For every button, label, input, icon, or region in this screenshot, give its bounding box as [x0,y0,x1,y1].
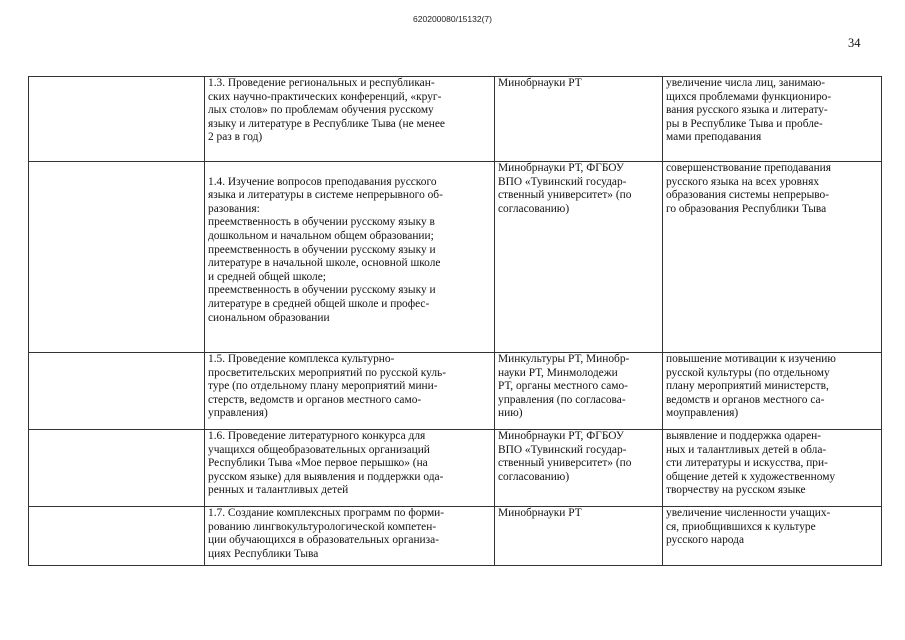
empty-cell [29,162,205,353]
result-cell: выявление и поддержка одарен- ных и талантливых детей в обла- сти литературы и искусства, при- общение детей к художественному творчеству на русском языке [663,430,882,507]
result-cell: совершенствование преподавания русского языка на всех уровнях образования системы непрерыво- го образования Республики Тыва [663,162,882,353]
activity-cell: 1.4. Изучение вопросов преподавания русского языка и литературы в системе непрерывного об- разования: преемственность в обучении русскому языку в дошкольном и начальном общем образовании; преемственность в обучении русскому языку и литературе в начальной школе, основной школе и средней общей школе; преемственность в обучении русскому языку и литературе в средней общей школе и профес- сиональном образовании [205,162,495,353]
executor-cell: Минобрнауки РТ [495,507,663,566]
result-cell: повышение мотивации к изучению русской культуры (по отдельному плану мероприятий министерств, ведомств и органов местного са- моуправления) [663,353,882,430]
empty-cell [29,507,205,566]
empty-cell [29,353,205,430]
table-row [29,77,882,162]
result-cell: увеличение численности учащих- ся, приобщившихся к культуре русского народа [663,507,882,566]
empty-cell [29,430,205,507]
activity-cell: 1.7. Создание комплексных программ по форми- рованию лингвокультурологической компетен- ции обучающихся в образовательных организа- циях Республики Тыва [205,507,495,566]
executor-cell: Минобрнауки РТ, ФГБОУ ВПО «Тувинский государ- ственный университет» (по согласованию) [495,430,663,507]
table-row [29,430,882,507]
table-row [29,162,882,353]
document-id: 620200080/15132(7) [413,14,492,24]
page-number: 34 [848,36,861,50]
activity-cell: 1.5. Проведение комплекса культурно- просветительских мероприятий по русской куль- туре (по отдельному плану мероприятий мини- стерств, ведомств и органов местного само- управления) [205,353,495,430]
executor-cell: Минкультуры РТ, Минобр- науки РТ, Минмолодежи РТ, органы местного само- управления (по согласова- нию) [495,353,663,430]
activity-cell: 1.3. Проведение региональных и республикан- ских научно-практических конференций, «круг- лых столов» по проблемам обучения русскому языку и литературе в Республике Тыва (не менее 2 раз в год) [205,77,495,162]
executor-cell: Минобрнауки РТ, ФГБОУ ВПО «Тувинский государ- ственный университет» (по согласованию) [495,162,663,353]
table-row [29,353,882,430]
empty-cell [29,77,205,162]
activities-table [28,76,882,566]
result-cell: увеличение числа лиц, занимаю- щихся проблемами функциониро- вания русского языка и литерату- ры в Республике Тыва и пробле- мами преподавания [663,77,882,162]
executor-cell: Минобрнауки РТ [495,77,663,162]
table-row [29,507,882,566]
activity-cell: 1.6. Проведение литературного конкурса для учащихся общеобразовательных организаций Республики Тыва «Мое первое перышко» (на русском языке) для выявления и поддержки ода- ренных и талантливых детей [205,430,495,507]
